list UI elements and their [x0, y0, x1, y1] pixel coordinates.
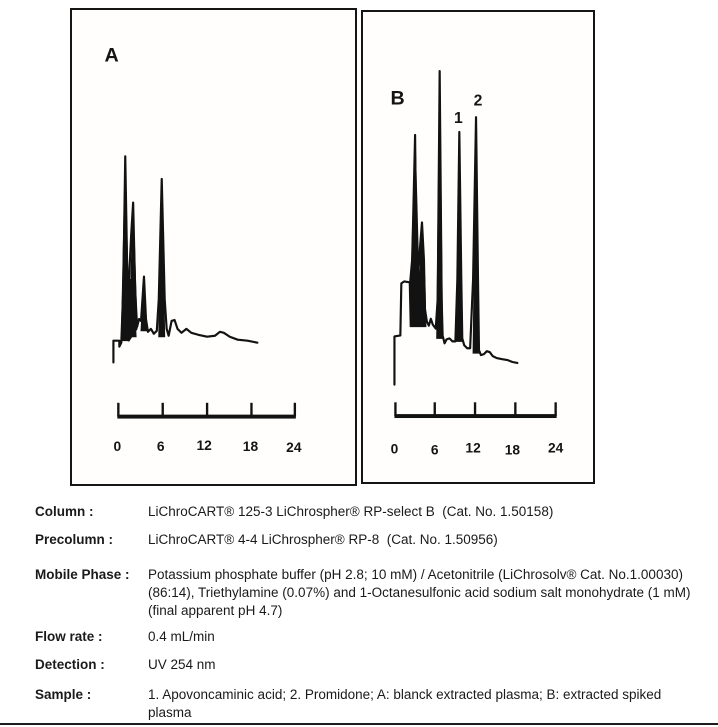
chromatogram-panel-a: [70, 8, 357, 486]
axis-tick-label: 0: [390, 441, 399, 457]
condition-label: Column :: [35, 504, 94, 519]
condition-value: LiChroCART® 4-4 LiChrospher® RP-8 (Cat. No. 1.50956): [148, 532, 498, 547]
axis-tick-label: 12: [465, 440, 481, 456]
panel-a-label: A: [104, 44, 119, 67]
axis-tick-label: 0: [113, 439, 122, 455]
condition-value: UV 254 nm: [148, 657, 216, 672]
condition-label: Mobile Phase :: [35, 567, 130, 582]
axis-tick-label: 12: [196, 438, 212, 454]
condition-label: Precolumn :: [35, 532, 114, 547]
axis-tick-label: 6: [430, 442, 439, 458]
condition-value: 0.4 mL/min: [148, 629, 215, 644]
condition-row-sample: [35, 686, 702, 722]
condition-value: Potassium phosphate buffer (pH 2.8; 10 mM) / Acetonitrile (LiChrosolv® Cat. No.1.00030) (86:14), Triethylamine (0.07%) and 1-Octanesulfonic acid sodium salt monohydrate (1 mM) (final apparent pH 4.7): [148, 567, 695, 618]
condition-row-flow-rate: [35, 628, 702, 646]
chromatogram-panel-b: [361, 10, 595, 484]
condition-label: Sample :: [35, 687, 92, 702]
axis-tick-label: 6: [156, 439, 165, 455]
condition-value: 1. Apovoncaminic acid; 2. Promidone; A: blanck extracted plasma; B: extracted spiked plasma: [148, 687, 666, 720]
chromatogram-a-plot: [72, 10, 355, 484]
page-bottom-divider: [0, 723, 718, 725]
condition-value: LiChroCART® 125-3 LiChrospher® RP-select B (Cat. No. 1.50158): [148, 504, 554, 519]
axis-tick-label: 24: [548, 440, 564, 456]
peak-2-label: 2: [473, 92, 483, 110]
condition-row-detection: [35, 656, 702, 674]
condition-row-mobile-phase: [35, 566, 702, 620]
condition-row-column: [35, 503, 702, 521]
axis-tick-label: 24: [286, 440, 302, 456]
condition-label: Detection :: [35, 657, 105, 672]
chromatogram-b-plot: [363, 12, 593, 482]
axis-tick-label: 18: [504, 442, 521, 458]
condition-row-precolumn: [35, 531, 702, 549]
peak-1-label: 1: [453, 110, 463, 128]
peak-fill: [409, 282, 426, 326]
condition-label: Flow rate :: [35, 629, 103, 644]
panel-b-label: B: [390, 87, 405, 110]
axis-tick-label: 18: [242, 439, 259, 455]
peak-fill: [122, 280, 136, 337]
